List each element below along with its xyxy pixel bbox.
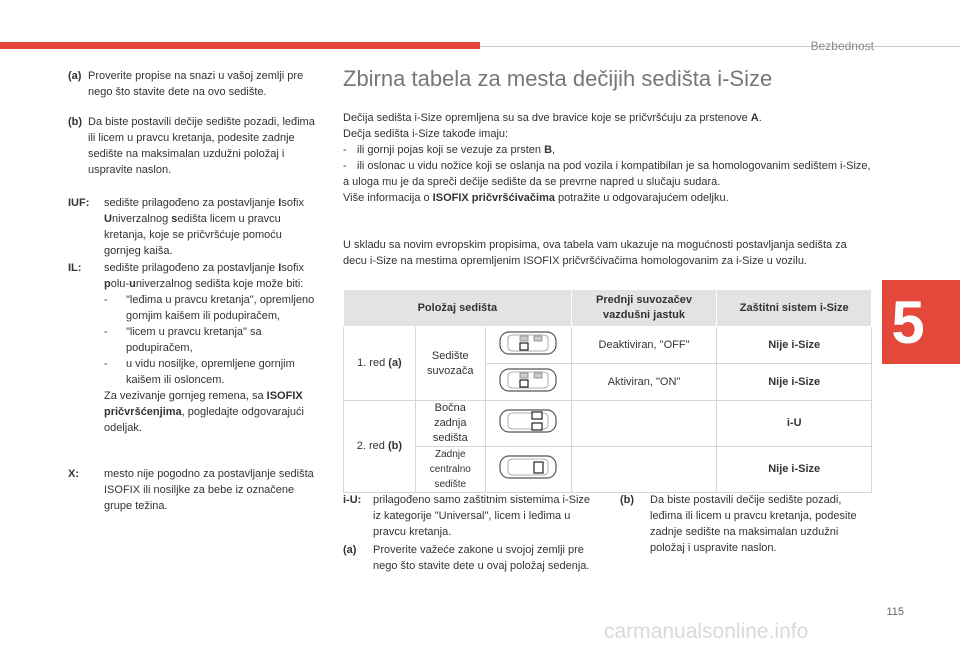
car-seat-diagram-icon xyxy=(498,329,558,357)
table-header-row xyxy=(344,290,872,327)
car-seat-diagram-icon xyxy=(498,407,558,435)
note-text: Proverite propise na snazi u vašoj zemlji pre nego što stavite dete na ovo sedište. xyxy=(88,70,304,98)
airbag-cell xyxy=(571,447,717,493)
seat-cell: Bočna zadnja sedišta xyxy=(415,401,485,447)
main-note-a xyxy=(343,542,593,574)
table-row xyxy=(344,327,872,364)
note-text: Da biste postavili dečije sedište pozadi, leđima ili licem u pravcu kretanja, podesite zadnje sedište na maksimalan uzdužni položaj i uspravite naslon. xyxy=(650,494,857,554)
left-note-b xyxy=(68,114,318,178)
isize-cell: Nije i-Size xyxy=(717,327,872,364)
seat-diagram xyxy=(485,364,571,401)
note-key: (a) xyxy=(68,70,82,82)
bullet-item: - "leđima u pravcu kretanja", opremljeno gornjim kaišem ili podupiračem, xyxy=(104,294,315,322)
car-seat-diagram-icon xyxy=(498,366,558,394)
seat-diagram xyxy=(485,447,571,493)
table-header: Prednji suvozačev vazdušni jastuk xyxy=(571,290,717,327)
car-seat-diagram-icon xyxy=(498,453,558,481)
definition-key: IUF: xyxy=(68,197,90,209)
bullet-item: - ili oslonac u vidu nožice koji se oslanja na pod vozila i kompatibilan je sa homologovanim sedištem i-Size, xyxy=(343,160,871,172)
bullet-item: - u vidu nosiljke, opremljene gornjim kaišem ili osloncem. xyxy=(104,358,295,386)
definition-text: sedište prilagođeno za postavljanje Isofix polu-univerzalnog sedišta koje može biti: - "leđima u pravcu kretanja", opremljeno gornjim kaišem ili podupiračem, - "licem u pravcu kretanja" sa podupiračem, - u vidu nosiljke, opremljene gornjim kaišem ili osloncem. Za vezivanje gornjeg remena, sa ISOFIX pričvršćenjima, pogledajte odgovarajući odeljak. xyxy=(104,260,318,436)
watermark: carmanualsonline.info xyxy=(604,620,809,643)
header-rule xyxy=(480,46,960,47)
chapter-tab-number: 5 xyxy=(891,288,925,356)
page-number: 115 xyxy=(886,606,904,618)
note-key: (a) xyxy=(343,544,357,556)
note-text: Da biste postavili dečije sedište pozadi, leđima ili licem u pravcu kretanja, podesite zadnje sedište na maksimalan uzdužni položaj i uspravite naslon. xyxy=(88,116,315,176)
section-title: Zbirna tabela za mesta dečijih sedišta i-Size xyxy=(343,66,773,91)
row-label: 2. red (b) xyxy=(344,401,416,493)
row-label: 1. red (a) xyxy=(344,327,416,401)
table-row xyxy=(344,447,872,493)
definition-key: i-U: xyxy=(343,494,362,506)
definition-x xyxy=(68,466,318,514)
airbag-cell xyxy=(571,401,717,447)
definition-text: sedište prilagođeno za postavljanje Isofix Univerzalnog sedišta licem u pravcu kretanja, koje se pričvršćuje pomoću gornjeg kaiša. xyxy=(104,197,304,257)
airbag-cell: Deaktiviran, "OFF" xyxy=(571,327,717,364)
bullet-item: - ili gornji pojas koji se vezuje za prsten B, xyxy=(343,144,556,156)
seat-cell: Zadnje centralno sedište xyxy=(415,447,485,493)
bullet-item: - "licem u pravcu kretanja" sa podupiračem, xyxy=(104,326,262,354)
intro-text: Dečija sedišta i-Size opremljena su sa dve bravice koje se pričvršćuju za prstenove A. Dečja sedišta i-Size takođe imaju: - ili gornji pojas koji se vezuje za prsten B, - ili oslonac u vidu nožice koji se oslanja na pod vozila i kompatibilan je sa homologovanim sedištem i-Size, a uloga mu je da spreči dečije sedište da se prevrne napred u slučaju sudara. Više informacija o ISOFIX pričvršćivačima potražite u odgovarajućem odeljku. xyxy=(343,110,873,206)
isize-cell: i-U xyxy=(717,401,872,447)
isize-table xyxy=(343,289,872,493)
definition-iuf xyxy=(68,195,318,259)
il-tail: Za vezivanje gornjeg remena, sa ISOFIX pričvršćenjima, pogledajte odgovarajući odeljak. xyxy=(104,390,304,434)
definition-il xyxy=(68,260,318,436)
isize-cell: Nije i-Size xyxy=(717,364,872,401)
regulation-text: U skladu sa novim evropskim propisima, ova tabela vam ukazuje na mogućnosti postavljanja sedišta za decu i-Size na mestima opremljenim ISOFIX pričvršćivačima homologovanim za i-Size u vozilu. xyxy=(343,239,847,267)
main-note-b xyxy=(620,492,870,556)
seat-diagram xyxy=(485,401,571,447)
seat-cell: Sedište suvozača xyxy=(415,327,485,401)
definition-text: prilagođeno samo zaštitnim sistemima i-Size iz kategorije "Universal", licem i leđima u pravcu kretanja. xyxy=(373,494,591,538)
chapter-title: Bezbednost xyxy=(810,39,874,53)
table-header: Zaštitni sistem i-Size xyxy=(717,290,872,327)
airbag-cell: Aktiviran, "ON" xyxy=(571,364,717,401)
definition-iu xyxy=(343,492,593,540)
table-header: Položaj sedišta xyxy=(344,290,572,327)
isize-cell: Nije i-Size xyxy=(717,447,872,493)
header-accent-bar xyxy=(0,42,480,49)
definition-key: X: xyxy=(68,468,79,480)
definition-text: mesto nije pogodno za postavljanje sedišta ISOFIX ili nosiljke za bebe iz označene grupe težina. xyxy=(104,468,314,512)
note-text: Proverite važeće zakone u svojoj zemlji pre nego što stavite dete u ovaj položaj sedenja. xyxy=(373,544,590,572)
seat-diagram xyxy=(485,327,571,364)
table-row xyxy=(344,401,872,447)
left-note-a xyxy=(68,68,318,100)
note-key: (b) xyxy=(68,116,83,128)
definition-key: IL: xyxy=(68,262,82,274)
note-key: (b) xyxy=(620,494,635,506)
